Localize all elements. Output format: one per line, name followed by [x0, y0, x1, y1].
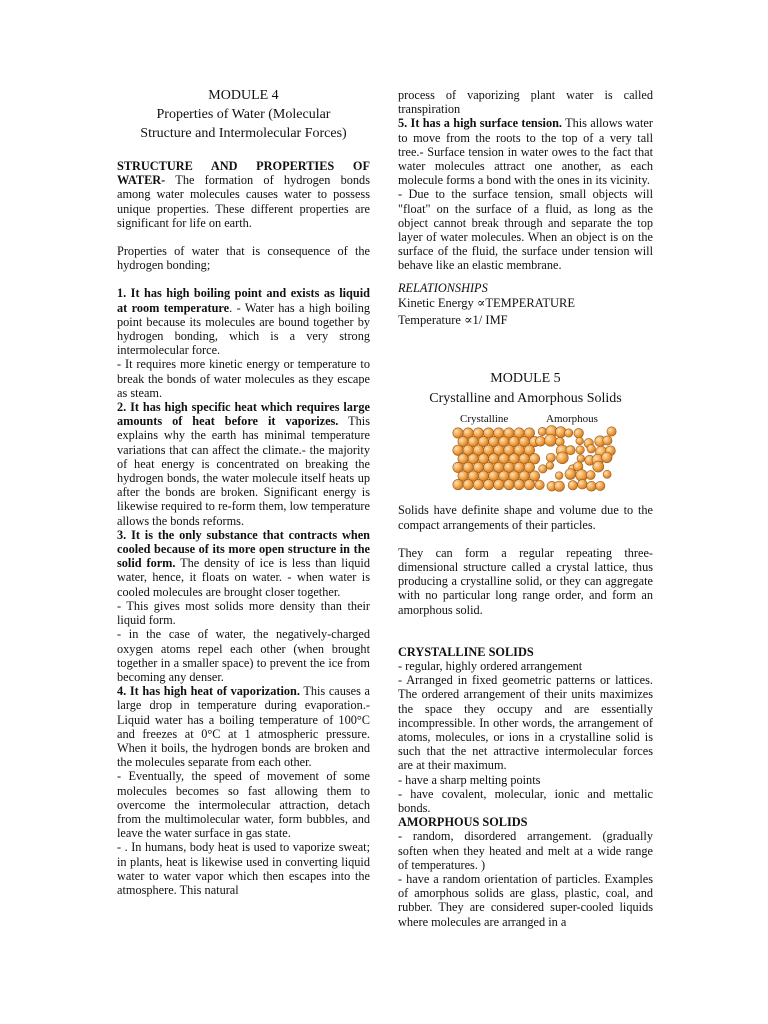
- particle: [494, 480, 504, 490]
- property-4-note-1: - Eventually, the speed of movement of some molecules becomes so fast allowing them to overcome the intermolecular attraction, detach from the multimolecular water, form bubbles, and leave the water surface in gas state.: [117, 769, 370, 841]
- particle: [587, 482, 597, 492]
- property-4: [117, 684, 370, 769]
- property-3-text: The density of ice is less than liquid water, hence, it floats on water. - when water is cooled molecules are brought closer together.: [117, 556, 370, 599]
- property-3: [117, 528, 370, 599]
- particle: [546, 462, 554, 470]
- property-2-heading: 2. It has high specific heat which requires large amounts of heat before it vaporizes.: [117, 400, 370, 429]
- amorphous-solids-heading: AMORPHOUS SOLIDS: [398, 815, 528, 830]
- particle: [603, 436, 612, 445]
- particle: [483, 480, 493, 490]
- crystalline-lattice: [453, 428, 540, 490]
- crystalline-point-3: - have a sharp melting points: [398, 772, 541, 787]
- property-3-heading: 3. It is the only substance that contracts when cooled because of its more open structure in the solid form.: [117, 527, 370, 571]
- property-3-note-1: - This gives most solids more density than their liquid form.: [117, 598, 370, 628]
- particle: [577, 455, 585, 463]
- particle: [586, 471, 595, 480]
- relationship-1: Kinetic Energy ∝TEMPERATURE: [398, 295, 575, 310]
- relationships-title: RELATIONSHIPS: [398, 280, 488, 295]
- particle: [602, 452, 613, 463]
- particle: [607, 427, 616, 436]
- property-5-note: - Due to the surface tension, small objects will "float" on the surface of a fluid, as long as the object cannot break through and separate the top layer of water molecules. When an object is on the surface of the fluid, the surface under tension will behave like an elastic membrane.: [398, 187, 653, 273]
- module-5-title: MODULE 5: [490, 370, 561, 386]
- particle: [554, 481, 564, 491]
- particle: [578, 480, 588, 490]
- crystalline-label: Crystalline: [460, 413, 509, 426]
- particle: [453, 480, 463, 490]
- module-5-subtitle: Crystalline and Amorphous Solids: [429, 390, 622, 406]
- particle: [574, 429, 584, 439]
- property-5: [398, 116, 653, 187]
- amorphous-cluster: [535, 426, 616, 492]
- crystalline-point-4: - have covalent, molecular, ionic and mettalic bonds.: [398, 786, 653, 815]
- particle: [514, 480, 524, 490]
- particle: [556, 452, 568, 464]
- particle: [576, 438, 584, 446]
- amorphous-label: Amorphous: [546, 413, 598, 426]
- left-column: [117, 88, 370, 897]
- module-4-title: MODULE 4: [208, 88, 279, 103]
- particle: [603, 471, 611, 479]
- particle: [565, 429, 573, 437]
- particle: [545, 435, 557, 447]
- particle: [463, 480, 473, 490]
- particle: [587, 445, 595, 453]
- particle: [538, 428, 546, 436]
- property-1: [117, 286, 370, 357]
- intro-heading: STRUCTURE AND PROPERTIES OF WATER-: [117, 159, 370, 188]
- amorphous-point-1: - random, disordered arrangement. (gradually soften when they heated and melt at a wide range of temperatures. ): [398, 829, 653, 872]
- solids-text: Solids have definite shape and volume due to the compact arrangements of their particles.: [398, 503, 653, 532]
- particle: [524, 480, 534, 490]
- property-2: [117, 400, 370, 528]
- intro-paragraph: [117, 159, 370, 230]
- crystalline-point-1: - regular, highly ordered arrangement: [398, 658, 583, 673]
- particle: [576, 446, 584, 454]
- particle: [546, 453, 555, 462]
- property-1-heading: 1. It has high boiling point and exists as liquid at room temperature: [117, 286, 370, 315]
- relationship-2: Temperature ∝1/ IMF: [398, 312, 508, 327]
- intro-text: The formation of hydrogen bonds among water molecules causes water to possess unique properties. These different properties are significant for life on earth.: [117, 173, 370, 230]
- amorphous-point-2: - have a random orientation of particles. Examples of amorphous solids are glass, plastic, coal, and rubber. They are considered super-cooled liquids where molecules are arranged in a: [398, 872, 653, 929]
- particle: [473, 480, 483, 490]
- property-5-heading: 5. It has a high surface tension.: [398, 116, 563, 131]
- particle: [504, 480, 514, 490]
- property-3-note-2: - in the case of water, the negatively-charged oxygen atoms repel each other (when brought together in a smaller space) to prevent the ice from becoming any denser.: [117, 627, 370, 684]
- particle: [555, 472, 563, 480]
- continued-text: process of vaporizing plant water is called transpiration: [398, 88, 653, 117]
- particle: [566, 446, 575, 455]
- property-4-note-2: - . In humans, body heat is used to vaporize sweat; in plants, heat is likewise used in converting liquid water to water vapor which then escapes into the atmosphere. This natural: [117, 840, 370, 897]
- particle: [593, 461, 604, 472]
- module-4-subtitle-line-1: Properties of Water (Molecular: [156, 107, 331, 122]
- crystalline-solids-heading: CRYSTALLINE SOLIDS: [398, 644, 534, 659]
- solids-illustration: [398, 425, 653, 499]
- property-2-text: This explains why the earth has minimal temperature variations that can affect the climate.- the majority of heat energy is concentrated on breaking the hydrogen bonds, the water molecule itself heats up after the bonds are broken. Significant energy is likewise required to re-form them, low temperature allows the bonds reforms.: [117, 414, 370, 528]
- property-1-text: . - Water has a high boiling point because its molecules are bound together by hydrogen bonding, which is a very strong intermolecular force.: [117, 300, 370, 358]
- module-4-subtitle-line-2: Structure and Intermolecular Forces): [140, 125, 347, 141]
- right-column: [398, 88, 653, 929]
- property-4-heading: 4. It has high heat of vaporization.: [117, 684, 300, 699]
- particle: [539, 465, 547, 473]
- property-5-text: This allows water to move from the roots to the top of a very tall tree.- Surface tension in water owes to the fact that water molecules attract one another, as each molecule forms a bond with the ones in its vicinity.: [398, 116, 653, 188]
- particle: [535, 481, 544, 490]
- particle: [568, 481, 577, 490]
- particle: [596, 482, 605, 491]
- property-4-text: This causes a large drop in temperature during evaporation.- Liquid water has a boiling temperature of 100°C and freezes at 0°C at 1 atmospheric pressure. When it boils, the hydrogen bonds are broken and the molecules separate from each other.: [117, 684, 370, 770]
- property-1-note: - It requires more kinetic energy or temperature to break the bonds of water molecules as they escape as steam.: [117, 357, 370, 400]
- consequence-text: Properties of water that is consequence of the hydrogen bonding;: [117, 244, 370, 273]
- particle: [536, 437, 546, 447]
- lattice-text: They can form a regular repeating three-dimensional structure called a crystal lattice, thus producing a crystalline solid, or they can aggregate with no particular long range order, and form an amorphous solid.: [398, 545, 653, 617]
- particle: [565, 469, 576, 480]
- solids-figure: [398, 413, 653, 499]
- crystalline-point-2: - Arranged in fixed geometric patterns or lattices. The ordered arrangement of their units maximizes the space they occupy and are essentially incompressible. In other words, the arrangement of atoms, molecules, or ions in a crystalline solid is such that the net attractive intermolecular forces are at their maximum.: [398, 673, 653, 773]
